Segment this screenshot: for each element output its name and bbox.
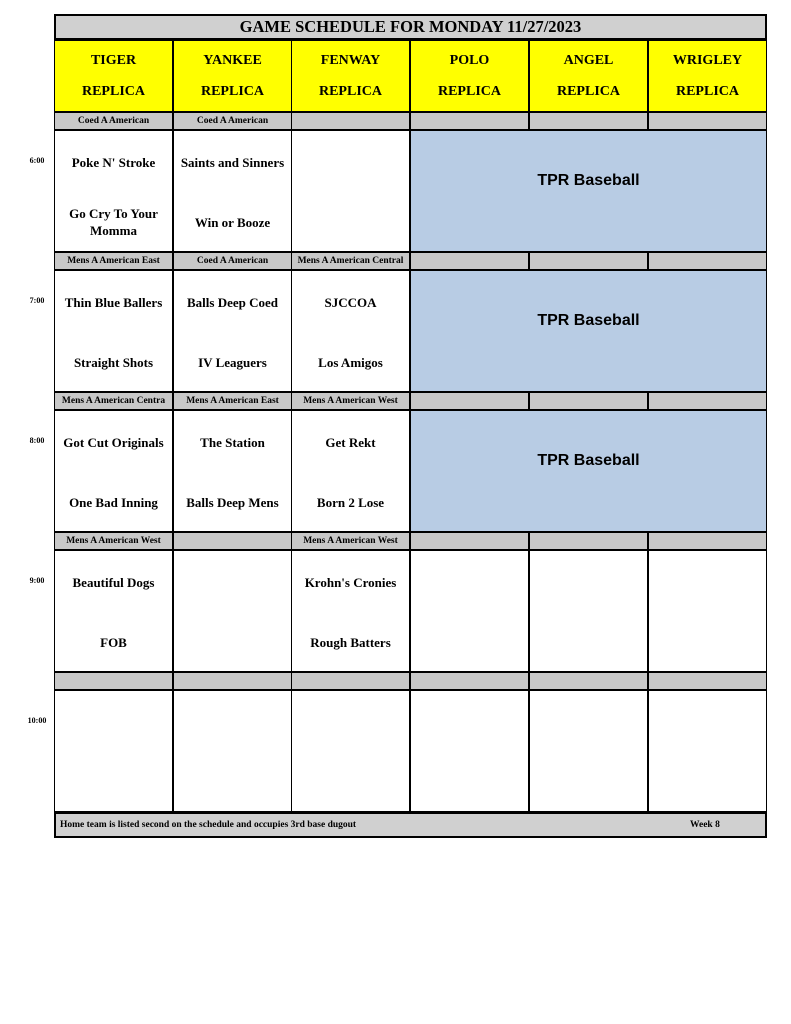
away-team: Thin Blue Ballers — [64, 294, 163, 310]
home-team — [294, 757, 407, 807]
home-team — [294, 197, 407, 247]
division-label — [291, 672, 410, 690]
division-label: Mens A American East — [54, 252, 173, 270]
game-cell — [529, 690, 648, 812]
game-cell — [291, 130, 410, 252]
division-label — [173, 672, 292, 690]
home-team — [651, 617, 764, 667]
division-label — [529, 112, 648, 130]
week-label: Week 8 — [690, 820, 720, 830]
away-team: Beautiful Dogs — [72, 574, 155, 590]
division-label — [529, 672, 648, 690]
away-team: Got Cut Originals — [63, 434, 164, 450]
division-label: Mens A American Centra — [54, 392, 173, 410]
division-label — [529, 252, 648, 270]
field-header-angel — [529, 40, 648, 112]
division-label: Coed A American — [54, 112, 173, 130]
away-team — [532, 557, 645, 607]
division-label — [410, 112, 529, 130]
home-team — [532, 757, 645, 807]
field-subtitle: REPLICA — [81, 83, 145, 99]
reserved-label: TPR Baseball — [537, 312, 640, 329]
field-name: WRIGLEY — [672, 52, 743, 68]
field-header-tiger — [54, 40, 173, 112]
away-team — [57, 697, 170, 747]
field-subtitle: REPLICA — [437, 83, 501, 99]
division-label — [291, 112, 410, 130]
time-slot-label: 10:00 — [27, 716, 47, 725]
reserved-block — [410, 270, 767, 392]
game-cell — [173, 130, 292, 252]
field-name: YANKEE — [203, 52, 262, 68]
field-name: POLO — [449, 52, 490, 68]
division-label — [529, 392, 648, 410]
time-slot-label: 7:00 — [29, 296, 45, 305]
home-team — [413, 757, 526, 807]
away-team — [294, 697, 407, 747]
game-cell — [291, 550, 410, 672]
field-subtitle: REPLICA — [675, 83, 739, 99]
home-team: IV Leaguers — [198, 354, 267, 370]
away-team: Get Rekt — [325, 434, 376, 450]
reserved-label: TPR Baseball — [537, 452, 640, 469]
away-team: Balls Deep Coed — [187, 294, 278, 310]
division-label: Coed A American — [173, 112, 292, 130]
field-header-polo — [410, 40, 529, 112]
away-team — [176, 557, 289, 607]
division-label — [648, 532, 767, 550]
division-label — [648, 112, 767, 130]
home-team: Win or Booze — [194, 214, 271, 230]
reserved-label: TPR Baseball — [537, 172, 640, 189]
game-cell — [173, 690, 292, 812]
field-header-yankee — [173, 40, 292, 112]
division-label — [54, 672, 173, 690]
division-label — [410, 252, 529, 270]
time-slot-label: 6:00 — [29, 156, 45, 165]
division-label — [648, 672, 767, 690]
division-label — [410, 392, 529, 410]
home-team: Los Amigos — [318, 354, 383, 370]
game-cell — [54, 690, 173, 812]
game-cell — [529, 550, 648, 672]
division-label: Coed A American — [173, 252, 292, 270]
division-label — [648, 392, 767, 410]
game-cell — [54, 410, 173, 532]
division-label — [410, 672, 529, 690]
game-cell — [648, 550, 767, 672]
home-team — [176, 617, 289, 667]
home-team: Straight Shots — [73, 354, 154, 370]
game-cell — [648, 690, 767, 812]
game-cell — [291, 690, 410, 812]
home-team: FOB — [100, 634, 127, 650]
field-header-fenway — [291, 40, 410, 112]
field-subtitle: REPLICA — [318, 83, 382, 99]
away-team: Poke N' Stroke — [71, 154, 156, 170]
game-cell — [410, 690, 529, 812]
home-team: Rough Batters — [310, 634, 391, 650]
field-name: FENWAY — [320, 52, 381, 68]
away-team: Saints and Sinners — [180, 154, 285, 170]
away-team — [413, 697, 526, 747]
game-cell — [54, 130, 173, 252]
division-label: Mens A American West — [54, 532, 173, 550]
game-cell — [54, 270, 173, 392]
home-team: Balls Deep Mens — [186, 494, 279, 510]
division-label: Mens A American East — [173, 392, 292, 410]
game-cell — [410, 550, 529, 672]
home-team-note: Home team is listed second on the schedule and occupies 3rd base dugout — [60, 820, 357, 830]
field-subtitle: REPLICA — [200, 83, 264, 99]
field-subtitle: REPLICA — [556, 83, 620, 99]
schedule-footer — [54, 812, 767, 838]
field-header-wrigley — [648, 40, 767, 112]
schedule-title: GAME SCHEDULE FOR MONDAY 11/27/2023 — [54, 14, 767, 40]
field-name: ANGEL — [563, 52, 614, 68]
away-team — [413, 557, 526, 607]
division-label — [648, 252, 767, 270]
division-label — [410, 532, 529, 550]
game-cell — [173, 550, 292, 672]
away-team — [532, 697, 645, 747]
home-team: Born 2 Lose — [316, 494, 385, 510]
game-cell — [291, 270, 410, 392]
time-slot-label: 8:00 — [29, 436, 45, 445]
away-team — [651, 697, 764, 747]
game-cell — [173, 270, 292, 392]
away-team: The Station — [200, 434, 265, 450]
time-slot-label: 9:00 — [29, 576, 45, 585]
home-team: One Bad Inning — [69, 494, 158, 510]
game-cell — [54, 550, 173, 672]
home-team — [413, 617, 526, 667]
field-name: TIGER — [90, 52, 137, 68]
division-label: Mens A American Central — [291, 252, 410, 270]
reserved-block — [410, 410, 767, 532]
division-label — [173, 532, 292, 550]
home-team — [532, 617, 645, 667]
away-team: Krohn's Cronies — [304, 574, 397, 590]
game-cell — [173, 410, 292, 532]
away-team — [294, 137, 407, 187]
reserved-block — [410, 130, 767, 252]
division-label: Mens A American West — [291, 392, 410, 410]
away-team — [651, 557, 764, 607]
division-label: Mens A American West — [291, 532, 410, 550]
home-team: Go Cry To Your Momma — [69, 206, 158, 238]
away-team: SJCCOA — [324, 294, 377, 310]
game-cell — [291, 410, 410, 532]
division-label — [529, 532, 648, 550]
away-team — [176, 697, 289, 747]
home-team — [57, 757, 170, 807]
home-team — [176, 757, 289, 807]
home-team — [651, 757, 764, 807]
